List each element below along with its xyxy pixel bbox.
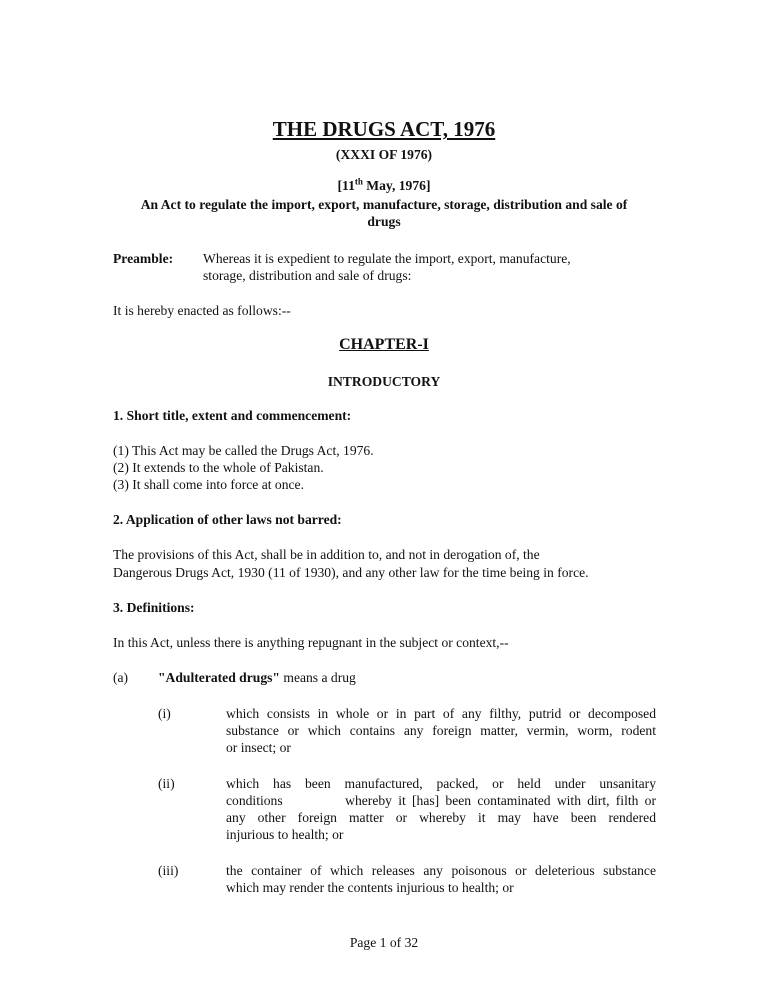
date-ordinal: th bbox=[354, 176, 363, 187]
item-i-number: (i) bbox=[158, 706, 171, 721]
chapter-title: CHAPTER-I bbox=[339, 336, 429, 353]
item-iii-number: (iii) bbox=[158, 863, 179, 878]
item-line: which may render the contents injurious to health; or bbox=[226, 880, 514, 895]
clause-a-rest: means a drug bbox=[279, 670, 356, 685]
page-footer: Page 1 of 32 bbox=[349, 935, 419, 950]
date-rest: May, 1976] bbox=[362, 178, 431, 193]
preamble-line-1: Whereas it is expedient to regulate the import, export, manufacture, bbox=[203, 251, 571, 266]
item-line: any other foreign matter or whereby it may have been rendered bbox=[226, 810, 656, 825]
item-line: injurious to health; or bbox=[226, 827, 344, 842]
item-line: or insect; or bbox=[226, 740, 291, 755]
date-day: [11 bbox=[337, 178, 355, 193]
item-line: conditions whereby it [has] been contaminated with dirt, filth or bbox=[226, 793, 656, 808]
defined-term: "Adulterated drugs" bbox=[158, 670, 280, 685]
act-number: (XXXI OF 1976) bbox=[335, 147, 433, 162]
item-i-text bbox=[226, 705, 656, 756]
enactment-date bbox=[0, 177, 768, 194]
act-title: THE DRUGS ACT, 1976 bbox=[272, 117, 496, 141]
item-line: which consists in whole or in part of any filthy, putrid or decomposed bbox=[226, 706, 656, 721]
item-ii-number: (ii) bbox=[158, 776, 175, 791]
long-title-line-1: An Act to regulate the import, export, manufacture, storage, distribution and sale of bbox=[140, 197, 628, 212]
long-title-line-2: drugs bbox=[367, 214, 401, 229]
item-line: substance or which contains any foreign matter, vermin, worm, rodent bbox=[226, 723, 656, 738]
section-2-heading: 2. Application of other laws not barred: bbox=[113, 512, 342, 527]
enacting-clause: It is hereby enacted as follows:-- bbox=[113, 303, 291, 318]
section-1-subsection: (2) It extends to the whole of Pakistan. bbox=[113, 460, 324, 475]
section-3-heading: 3. Definitions: bbox=[113, 600, 195, 615]
preamble-line-2: storage, distribution and sale of drugs: bbox=[203, 268, 412, 283]
item-iii-text bbox=[226, 862, 656, 896]
chapter-subtitle: INTRODUCTORY bbox=[327, 374, 441, 389]
item-line: the container of which releases any poisonous or deleterious substance bbox=[226, 863, 656, 878]
item-ii-text bbox=[226, 775, 656, 843]
section-2-line-1: The provisions of this Act, shall be in addition to, and not in derogation of, the bbox=[113, 547, 540, 562]
section-3-intro: In this Act, unless there is anything repugnant in the subject or context,-- bbox=[113, 635, 509, 650]
preamble-label: Preamble: bbox=[113, 251, 174, 266]
section-2-line-2: Dangerous Drugs Act, 1930 (11 of 1930), and any other law for the time being in force. bbox=[113, 565, 589, 580]
section-1-subsection: (1) This Act may be called the Drugs Act, 1976. bbox=[113, 443, 374, 458]
clause-a-text bbox=[158, 669, 356, 686]
item-line: which has been manufactured, packed, or held under unsanitary bbox=[226, 776, 656, 791]
section-1-subsection: (3) It shall come into force at once. bbox=[113, 477, 304, 492]
clause-a-label: (a) bbox=[113, 670, 129, 685]
section-1-heading: 1. Short title, extent and commencement: bbox=[113, 408, 352, 423]
